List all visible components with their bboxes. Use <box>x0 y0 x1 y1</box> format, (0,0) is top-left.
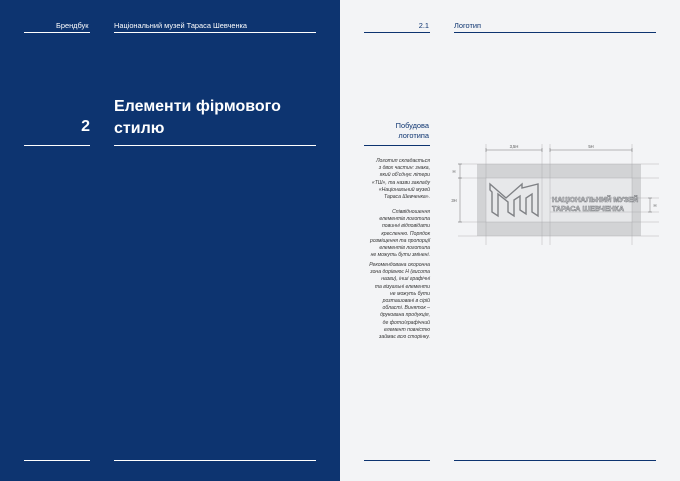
chapter-title-line2: стилю <box>114 120 165 137</box>
header-museum-title: Національний музей Тараса Шевченка <box>114 21 248 30</box>
section-number: 2.1 <box>418 21 429 30</box>
chapter-title <box>114 96 324 140</box>
paragraph-3-line: друкована продукція, <box>379 312 430 319</box>
paragraph-2-line: повинні відповідати <box>381 223 430 230</box>
header-rule-left <box>24 32 90 33</box>
chapter-rule-left <box>24 145 90 146</box>
subsection-rule <box>364 145 430 146</box>
logo-construction-diagram <box>450 144 660 246</box>
subsection-title-line1: Побудова <box>395 121 429 130</box>
chapter-rule-right <box>114 145 316 146</box>
paragraph-3-line: де фото/графічний <box>382 319 430 326</box>
chapter-title-line1: Елементи фірмового <box>114 98 281 115</box>
paragraph-3-line: назви), інші графічні <box>381 276 430 283</box>
footer-rule-right <box>114 460 316 461</box>
footer-rule-left <box>24 460 90 461</box>
dim-label-h-right: H <box>653 203 657 208</box>
paragraph-1-line: з двох частин: знака, <box>378 165 430 172</box>
paragraph-1-line: «Національний музей <box>378 186 430 193</box>
logo-wordmark-line1: НАЦІОНАЛЬНИЙ МУЗЕЙ <box>552 195 639 204</box>
subsection-title <box>364 121 429 141</box>
header-rule-right <box>114 32 316 33</box>
paragraph-1-line: Тараса Шевченка». <box>384 194 430 201</box>
paragraph-2-line: не можуть бути змінені. <box>370 252 430 259</box>
paragraph-2-line: елементів логотипа <box>379 216 430 223</box>
dim-label-5h: 5H <box>588 144 594 149</box>
chapter-number: 2 <box>81 118 90 135</box>
section-title: Логотип <box>454 21 481 30</box>
paragraph-3-line: Рекомендована охоронна <box>369 262 430 268</box>
right-footer-rule-left <box>364 460 430 461</box>
paragraph-3 <box>362 262 430 341</box>
paragraph-2-line: елементів логотипа <box>379 245 430 252</box>
paragraph-2-line: Співвідношення <box>392 209 430 215</box>
paragraph-3-line: та візуальні елементи <box>374 283 430 290</box>
paragraph-2-line: розміщення та пропорції <box>369 237 430 244</box>
paragraph-2-line: кресленню. Порядок <box>381 230 430 237</box>
paragraph-2 <box>362 209 430 259</box>
right-header-rule-right <box>454 32 656 33</box>
paragraph-3-line: області. Виняток – <box>382 305 430 312</box>
logo-wordmark-line2: ТАРАСА ШЕВЧЕНКА <box>552 204 625 213</box>
dim-label-h-left: H <box>452 169 456 174</box>
paragraph-1-line: який об'єднує літери <box>379 172 430 179</box>
paragraph-1 <box>362 158 430 201</box>
paragraph-3-line: не можуть бути <box>389 290 430 297</box>
paragraph-3-line: елемент повністю <box>384 326 430 333</box>
right-header-rule-left <box>364 32 430 33</box>
paragraph-1-line: «ТШ», та назви закладу <box>371 179 430 186</box>
paragraph-3-line: займає всю сторінку. <box>379 334 430 341</box>
paragraph-1-line: Логотип складається <box>376 158 430 164</box>
dim-label-3-5h: 3,5H <box>509 144 519 149</box>
header-brandbook-label: Брендбук <box>56 21 89 30</box>
paragraph-3-line: зона дорівнює H (висота <box>370 269 430 276</box>
right-footer-rule-right <box>454 460 656 461</box>
paragraph-3-line: розташовані в сірій <box>382 298 430 305</box>
dim-label-3h: 3H <box>451 198 457 203</box>
subsection-title-line2: логотипа <box>398 131 429 140</box>
